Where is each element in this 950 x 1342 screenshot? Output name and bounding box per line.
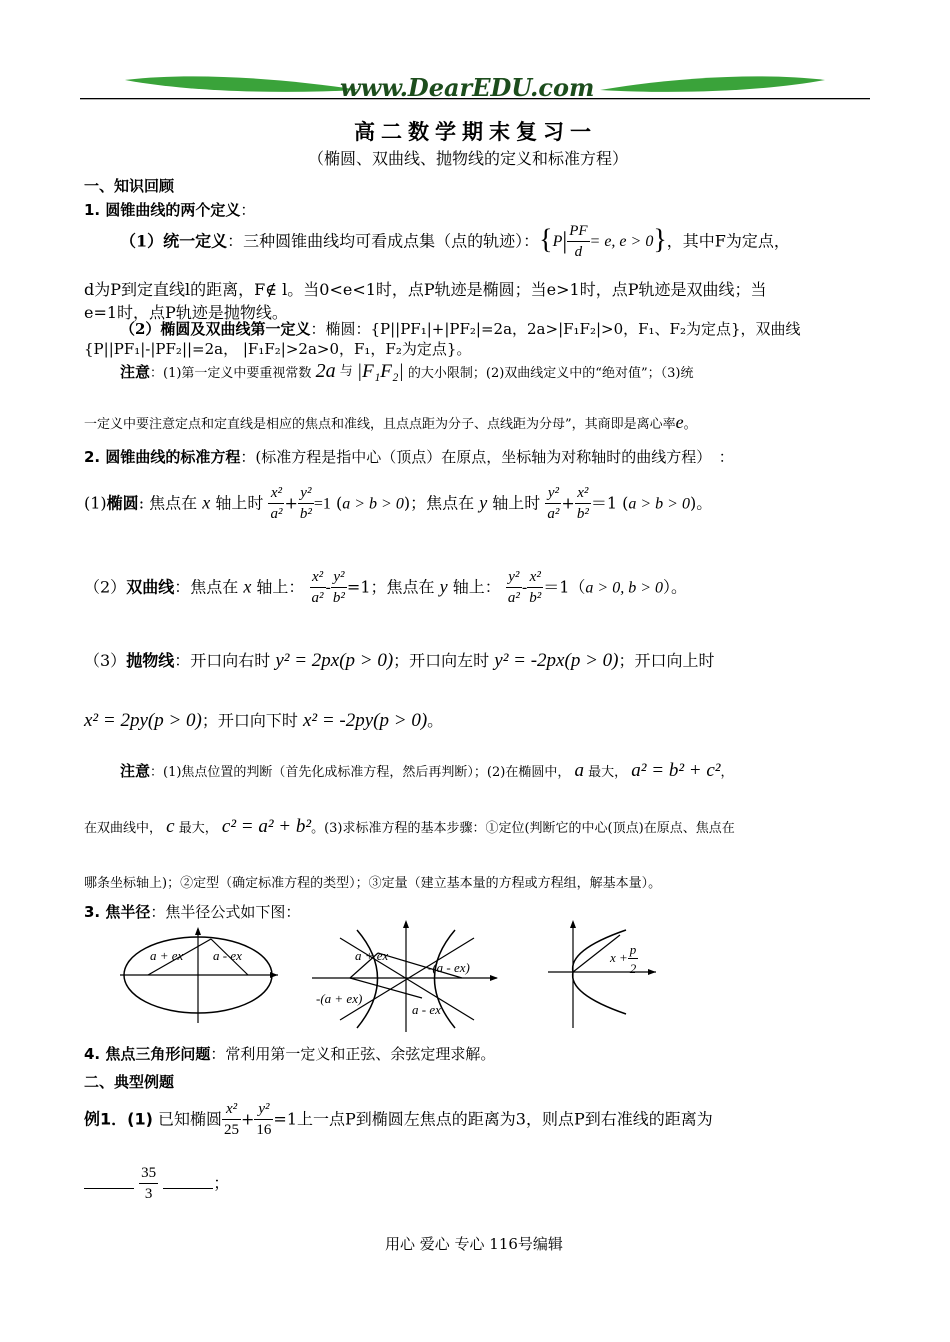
rhs: =1； [346, 577, 387, 597]
frac-y2-b2 [298, 486, 314, 522]
ellipse-focal-radius-diagram [118, 925, 278, 1025]
unified-definition-line [120, 224, 790, 260]
first-definition-label: （2）椭圆及双曲线第一定义 [120, 320, 311, 338]
example-label: 例1． [84, 1109, 128, 1129]
hyperbola-left-radius-label: -(a + ex) [316, 991, 363, 1006]
den: 2 [629, 961, 637, 976]
hyperbola-standard-line: （2）双曲线：焦点在 x 轴上： $\frac{\text{x²}}{\text{a²}}$ - $\frac{\text{y²}}{\text{b²}}$ =1；焦点在 y 轴上： $\frac{\text{y²}}{\text{a²}}$ - $\frac{\text{x²}}{\text{b²}}$ ＝1（a > 0, b > 0）。 [84, 569, 688, 606]
focal-radius-title: 3. 焦半径 [84, 903, 151, 921]
note-1-line2 [84, 412, 697, 433]
ellipse-t4: 轴上时 [492, 493, 541, 513]
right-leaf-swoosh [600, 76, 825, 92]
parabola-up-eq: x² = 2py(p > 0) [84, 710, 202, 731]
set-condition: = e, e > 0 [589, 233, 654, 250]
example-rhs: =1 [273, 1109, 298, 1129]
num: p [629, 942, 637, 957]
var-x: x [202, 492, 211, 513]
rhs2: ＝1（ [543, 577, 586, 597]
frac-x2-a2 [268, 486, 284, 522]
frac-y2-16 [254, 1102, 273, 1138]
standard-equation-heading [84, 446, 734, 467]
para-t2: ；开口向左时 [393, 651, 490, 670]
ellipse-t3: ；焦点在 [410, 493, 475, 513]
focal-triangle-text: ：常利用第一定义和正弦、余弦定理求解。 [210, 1045, 496, 1063]
example-1-answer[interactable] [84, 1166, 229, 1202]
num: x² [268, 486, 284, 504]
constant-2a: 2a [315, 360, 336, 382]
den: b² [332, 590, 345, 606]
frac-x2-a2 [310, 570, 326, 606]
section-heading-review: 一、知识回顾 [84, 177, 175, 195]
hyperbola-bottom-radius-label: a - ex [412, 1002, 441, 1017]
standard-equation-title: 2. 圆锥曲线的标准方程 [84, 448, 241, 466]
ellipse-cond-2: a > b > 0 [628, 495, 690, 513]
num: y² [298, 486, 314, 504]
parabola-left-eq: y² = -2px(p > 0) [494, 650, 619, 671]
para-end: 。 [427, 711, 444, 730]
heading-conic-definitions-title: 1. 圆锥曲线的两个定义 [84, 201, 241, 219]
note-t1: ：(1)焦点位置的判断（首先化成标准方程，然后再判断）；(2)在椭圆中， [150, 765, 571, 780]
num: x² [310, 570, 326, 588]
note-2-line2 [84, 816, 735, 838]
para-t3: ；开口向上时 [618, 651, 715, 670]
first-definition-text: ：椭圆：{P||PF₁|+|PF₂|=2a，2a>|F₁F₂|>0，F₁、F₂为定点}，双曲线 [310, 320, 801, 338]
parabola-down-eq: x² = -2py(p > 0) [302, 710, 428, 731]
num: 35 [139, 1166, 158, 1184]
ellipse-num: (1) [84, 493, 107, 513]
hyper-t4: 轴上： [452, 577, 501, 597]
den: 3 [144, 1186, 153, 1202]
frac-x2-b2 [527, 570, 543, 606]
var-a: a [574, 760, 584, 781]
hyper-t1: ：焦点在 [174, 577, 239, 597]
note-text-1: ：(1)第一定义中要重视常数 [150, 366, 312, 381]
var-x: x [243, 576, 252, 597]
para-x-plus: x + [610, 949, 628, 965]
example-t2: 上一点P到椭圆左焦点的距离为3，则点P到右准线的距离为 [297, 1109, 713, 1129]
note-end: 。 [683, 417, 697, 432]
parabola-label: 抛物线 [126, 651, 175, 670]
page-subtitle: （椭圆、双曲线、抛物线的定义和标准方程） [308, 149, 629, 168]
frac-y2-a2 [545, 486, 561, 522]
site-logo-text[interactable]: www.DearEDU.com [340, 73, 595, 102]
standard-equation-note: ：(标准方程是指中心（顶点）在原点，坐标轴为对称轴时的曲线方程） ： [240, 448, 734, 466]
num: y² [254, 1102, 273, 1120]
answer-fraction [139, 1166, 158, 1202]
den: a² [270, 506, 283, 522]
hyper-num: （2） [84, 577, 127, 597]
num: x² [575, 486, 591, 504]
hyper-t2: 轴上： [256, 577, 305, 597]
pf-over-d [567, 224, 589, 260]
rhs2: ＝1 [590, 493, 617, 513]
den: 16 [256, 1122, 272, 1138]
set-p: P [552, 233, 563, 250]
note-text-2: 的大小限制；(2)双曲线定义中的“绝对值”；（3)统 [407, 366, 694, 381]
rhs: =1 [313, 495, 331, 513]
focal-triangle-title: 4. 焦点三角形问题 [84, 1045, 211, 1063]
num: y² [545, 486, 561, 504]
heading-conic-definitions [84, 199, 255, 220]
hyperbola-focal-radius-diagram [312, 920, 502, 1035]
ellipse-right-radius-label: a - ex [213, 948, 242, 963]
ellipse-t2: 轴上时 [215, 493, 264, 513]
unified-definition-text: ：三种圆锥曲线均可看成点集（点的轨迹）： [227, 231, 540, 251]
pf-numerator: PF [567, 224, 589, 242]
hyperbola-relation: c² = a² + b² [221, 816, 312, 837]
note-t3: ， [720, 765, 734, 780]
num: x² [222, 1102, 241, 1120]
frac-y2-b2 [331, 570, 347, 606]
frac-p-2 [628, 943, 639, 975]
note-1 [120, 360, 693, 383]
hyper-cond: a > 0, b > 0 [585, 579, 664, 597]
num: y² [331, 570, 347, 588]
frac-y2-a2 [506, 570, 522, 606]
answer-end: ； [213, 1173, 230, 1193]
den: b² [529, 590, 542, 606]
answer-blank-right [163, 1174, 213, 1189]
answer-blank-left [84, 1174, 134, 1189]
parabola-right-eq: y² = 2px(p > 0) [275, 650, 394, 671]
hyperbola-label: 双曲线 [126, 577, 175, 597]
var-y: y [479, 492, 488, 513]
para-t4: ；开口向下时 [201, 711, 298, 730]
unified-definition-line2: d为P到定直线l的距离，F∉ l。当0<e<1时，点P轨迹是椭圆；当e>1时，点P轨迹是双曲线；当 [84, 280, 767, 299]
eccentricity-e: e [675, 412, 684, 432]
var-y: y [439, 576, 448, 597]
note-l2a: 在双曲线中， [84, 821, 163, 836]
hyper-t3: 焦点在 [386, 577, 435, 597]
den: a² [311, 590, 324, 606]
ellipse-left-radius-label: a + ex [150, 948, 184, 963]
unified-definition-label: （1）统一定义 [120, 231, 228, 251]
ellipse-label: 椭圆 [106, 493, 139, 513]
frac-x2-b2 [575, 486, 591, 522]
f1f2-abs: |F₁F₂| [356, 361, 404, 382]
hyperbola-top-radius-label: a + ex [355, 948, 389, 963]
den: b² [576, 506, 589, 522]
unified-definition-line3: e=1时，点P轨迹是抛物线。 [84, 303, 288, 322]
var-c: c [166, 816, 175, 837]
point-set-expression: {P| $\frac{PF}{d}$ = e, e > 0} [539, 223, 667, 260]
ellipse-standard-line: (1)椭圆: 焦点在 x 轴上时 $\frac{\text{x²}}{\text{a²}}$ + $\frac{\text{y²}}{\text{b²}}$ =1 (a > b > 0)；焦点在 y 轴上时 $\frac{\text{y²}}{\text{a²}}$ + $\frac{\text{x²}}{\text{b²}}$ ＝1 (a > b > 0)。 [84, 485, 713, 522]
note-line2-text: 一定义中要注意定点和定直线是相应的焦点和准线，且点点距为分子、点线距为分母”，其商即是离心率 [84, 417, 676, 432]
note-label: 注意 [120, 762, 151, 780]
unified-definition-tail: ，其中F为定点， [666, 231, 790, 251]
note-2-line1 [120, 760, 733, 782]
note-and: 与 [339, 364, 353, 379]
note-t2: 最大， [588, 765, 628, 780]
parabola-radius-label [610, 943, 638, 975]
num: x² [527, 570, 543, 588]
page-title: 高二数学期末复习一 [354, 119, 597, 144]
note-2-line3: 哪条坐标轴上)；②定型（确定标准方程的类型）；③定量（建立基本量的方程或方程组，解基本量）。 [84, 876, 662, 891]
num: y² [506, 570, 522, 588]
den: a² [547, 506, 560, 522]
note-label: 注意 [120, 363, 151, 381]
focal-radius-text: ：焦半径公式如下图： [150, 903, 301, 921]
note-l2c: 。(3)求标准方程的基本步骤：①定位(判断它的中心(顶点)在原点、焦点在 [311, 821, 735, 836]
ellipse-hyperbola-definition [120, 318, 801, 339]
example-t1: 已知椭圆 [158, 1109, 223, 1129]
note-l2b: 最大， [178, 821, 218, 836]
para-t1: ：开口向右时 [174, 651, 271, 670]
para-num: （3） [84, 651, 127, 670]
focal-triangle-line [84, 1043, 495, 1064]
example-num: (1) [127, 1109, 153, 1129]
hyperbola-right-radius-label: -(a - ex) [428, 960, 470, 975]
parabola-standard-line2 [84, 708, 443, 732]
den: 25 [224, 1122, 240, 1138]
ellipse-end: 。 [696, 493, 713, 513]
focal-radius-heading [84, 901, 300, 922]
d-denominator: d [574, 244, 583, 260]
section-heading-examples: 二、典型例题 [84, 1073, 175, 1091]
colon: ： [240, 201, 256, 219]
ellipse-t1: : 焦点在 [138, 493, 198, 513]
page-footer: 用心 爱心 专心 116号编辑 [385, 1235, 563, 1253]
parabola-standard-line1 [84, 648, 714, 672]
ellipse-cond: a > b > 0 [342, 495, 404, 513]
ellipse-relation: a² = b² + c² [631, 760, 721, 781]
parabola-focal-radius-diagram [548, 920, 658, 1030]
frac-x2-25 [222, 1102, 241, 1138]
den: a² [507, 590, 520, 606]
hyperbola-definition-text: {P||PF₁|-|PF₂||=2a， |F₁F₂|>2a>0，F₁，F₂为定点}。 [84, 340, 472, 358]
hyper-end: ）。 [663, 577, 688, 597]
example-1-line: 例1．(1) 已知椭圆 $\frac{\text{x²}}{25}$ + $\frac{\text{y²}}{16}$ =1上一点P到椭圆左焦点的距离为3，则点P到右准线的距离为 [84, 1101, 713, 1138]
left-leaf-swoosh [125, 76, 360, 92]
den: b² [299, 506, 312, 522]
